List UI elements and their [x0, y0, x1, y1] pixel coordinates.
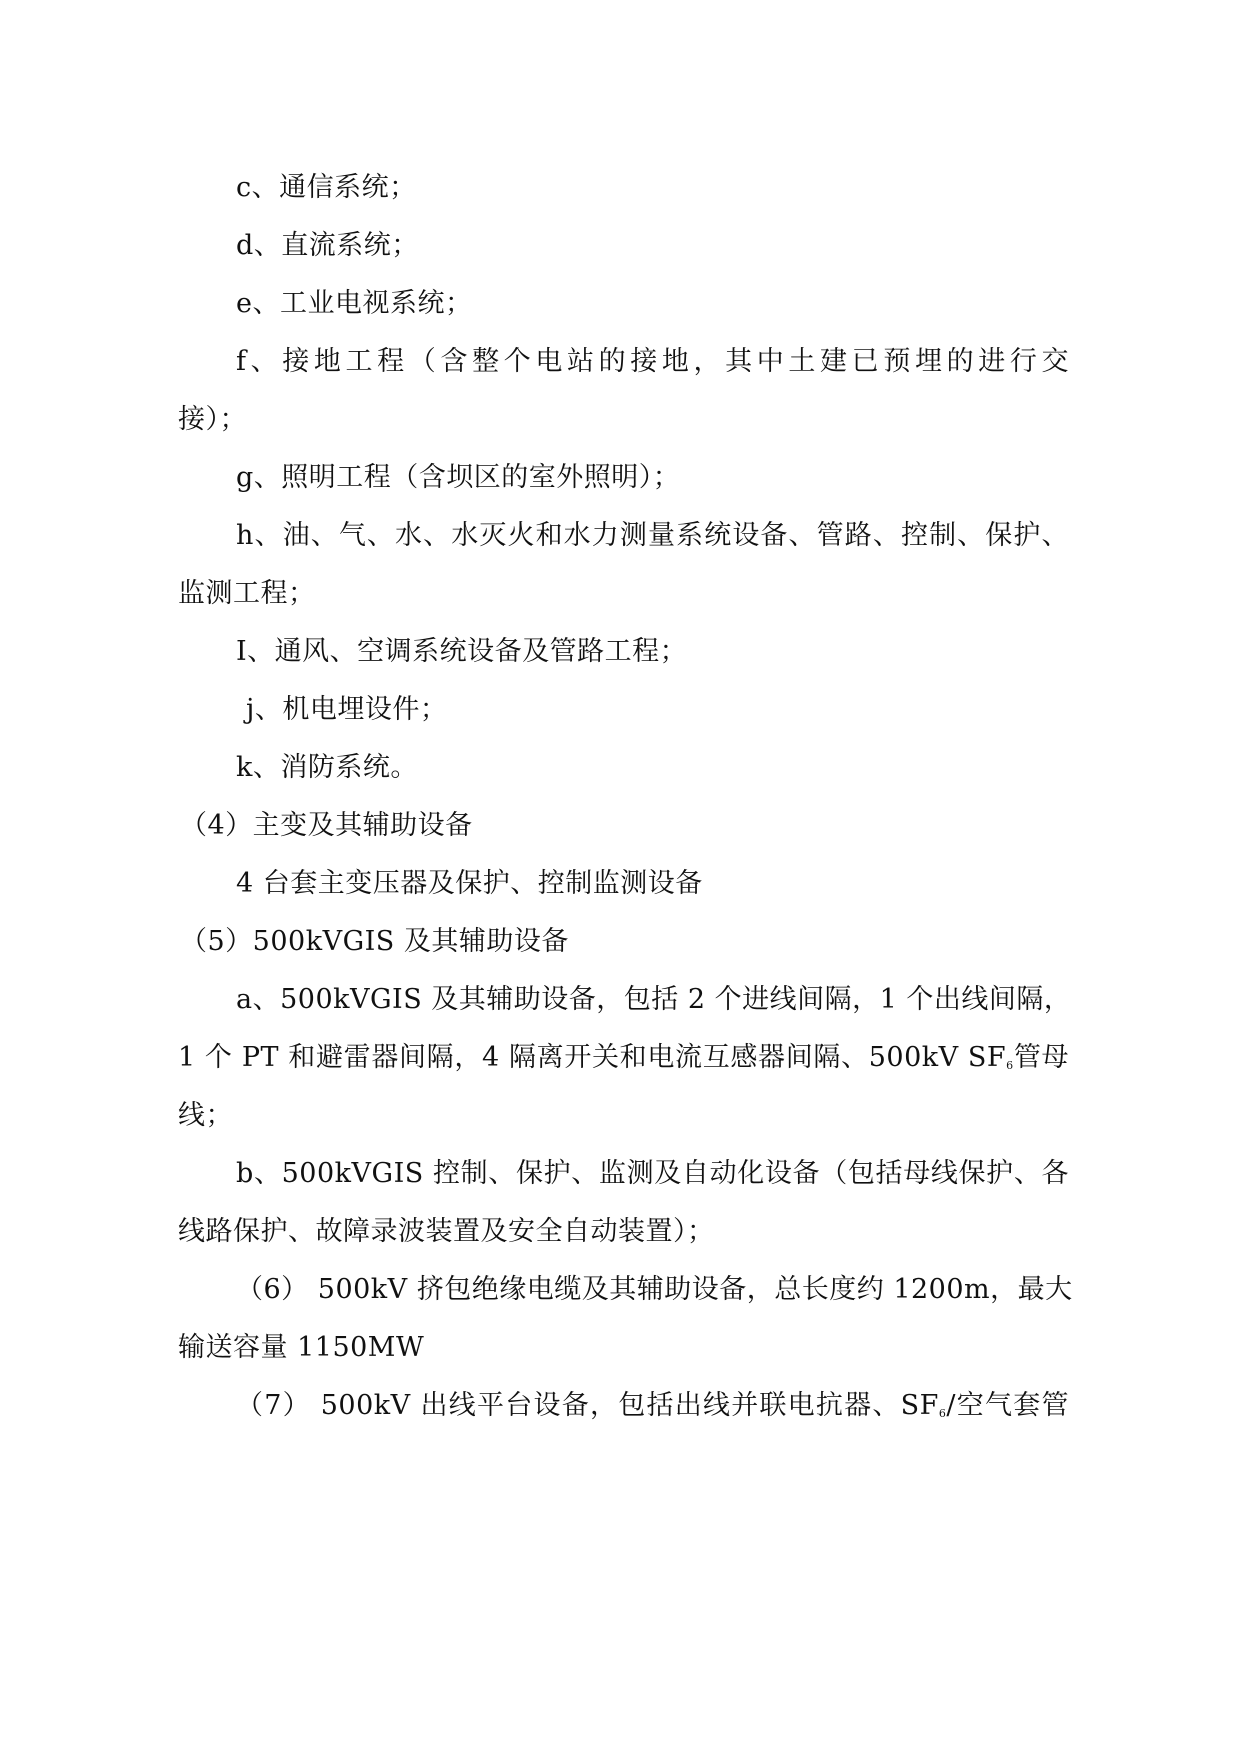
- list-item-a-continued: [178, 1040, 1069, 1076]
- section-item-6: （6） 500kV 挤包绝缘电缆及其辅助设备，总长度约 1200m，最大: [236, 1274, 1073, 1305]
- text-segment: 管母: [1013, 1042, 1069, 1073]
- list-item-d: d、直流系统；: [236, 230, 419, 261]
- subscript: 6: [938, 1407, 947, 1420]
- text-segment: /空气套管: [946, 1390, 1069, 1421]
- section-heading-5: （5）500kVGIS 及其辅助设备: [180, 926, 569, 957]
- paragraph-transformer: 4 台套主变压器及保护、控制监测设备: [236, 868, 703, 899]
- list-item-h-continued: 监测工程；: [178, 578, 316, 609]
- list-item-b-continued: 线路保护、故障录波装置及安全自动装置）；: [178, 1216, 715, 1247]
- list-item-j: j、机电埋设件；: [246, 694, 448, 725]
- list-item-a: a、500kVGIS 及其辅助设备，包括 2 个进线间隔，1 个出线间隔，: [236, 984, 1072, 1015]
- section-item-6-continued: 输送容量 1150MW: [178, 1332, 425, 1363]
- list-item-e: e、工业电视系统；: [236, 288, 473, 319]
- list-item-a-end: 线；: [178, 1100, 233, 1131]
- section-heading-4: （4）主变及其辅助设备: [180, 810, 473, 841]
- list-item-f-continued: 接）；: [178, 404, 247, 435]
- list-item-g: g、照明工程（含坝区的室外照明）；: [236, 462, 681, 493]
- list-item-c: c、通信系统；: [236, 172, 417, 203]
- list-item-i: I、通风、空调系统设备及管路工程；: [236, 636, 688, 667]
- subscript: 6: [1006, 1059, 1014, 1072]
- list-item-b: b、500kVGIS 控制、保护、监测及自动化设备（包括母线保护、各: [236, 1158, 1069, 1189]
- list-item-k: k、消防系统。: [236, 752, 418, 783]
- text-segment: （7） 500kV 出线平台设备，包括出线并联电抗器、SF: [236, 1390, 939, 1421]
- text-segment: 1 个 PT 和避雷器间隔，4 隔离开关和电流互感器间隔、500kV SF: [178, 1042, 1007, 1073]
- list-item-f: f、接地工程（含整个电站的接地，其中土建已预埋的进行交: [236, 346, 1069, 377]
- list-item-h: h、油、气、水、水灭火和水力测量系统设备、管路、控制、保护、: [236, 520, 1069, 551]
- section-item-7: [236, 1388, 1069, 1424]
